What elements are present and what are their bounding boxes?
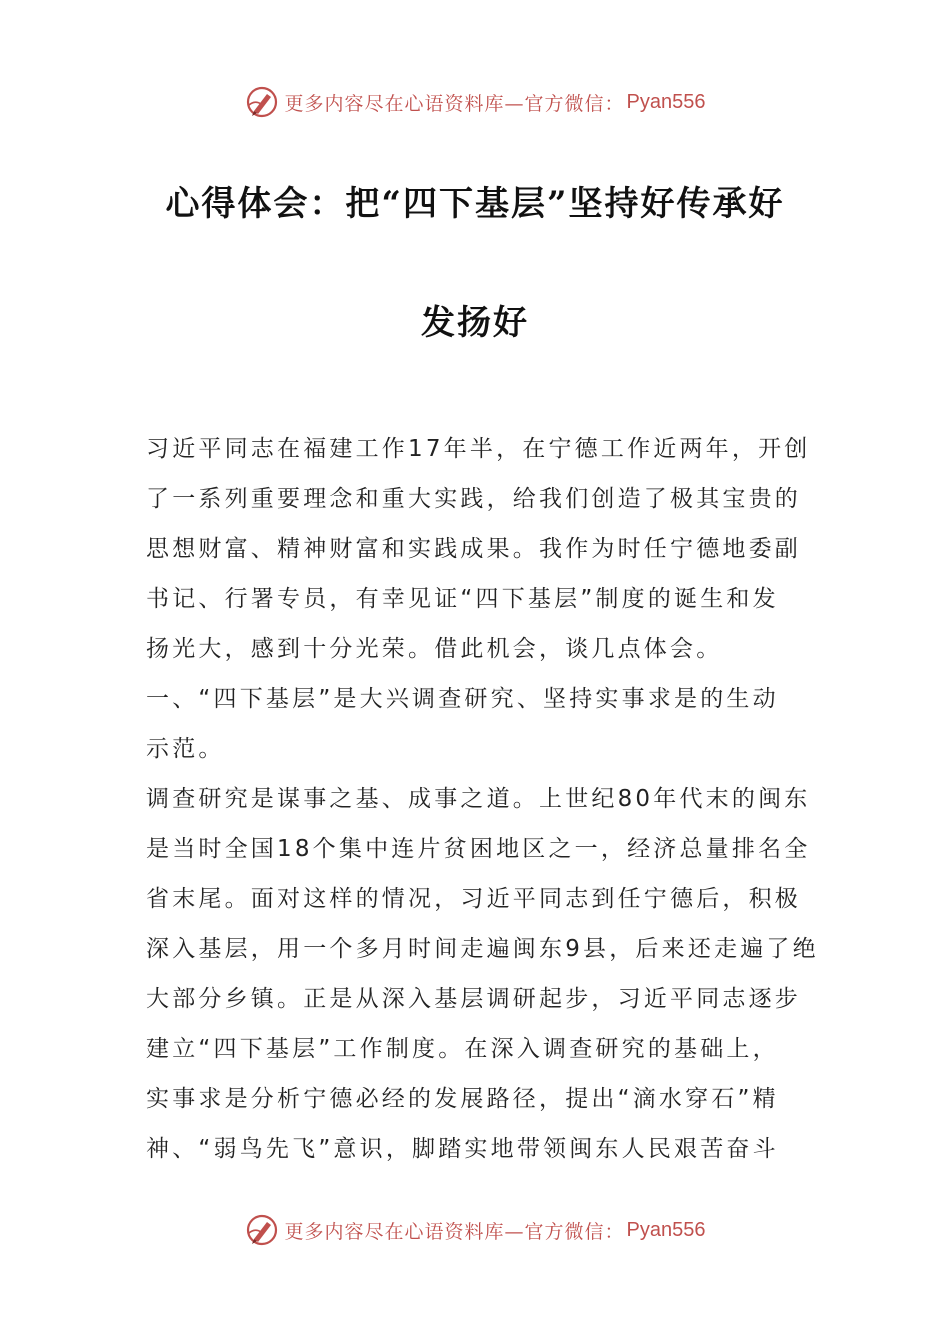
text-line: 深入基层，用一个多月时间走遍闽东9县，后来还走遍了绝: [146, 936, 819, 962]
text-line: 神、“弱鸟先飞”意识，脚踏实地带领闽东人民艰苦奋斗: [146, 1136, 779, 1162]
watermark-text: 更多内容尽在心语资料库—官方微信：: [284, 1220, 625, 1243]
watermark-handle: Pyan556: [626, 1218, 706, 1241]
watermark-text: 更多内容尽在心语资料库—官方微信：: [284, 92, 625, 115]
page-title-line-1: 心得体会：把“四下基层”坚持好传承好: [165, 184, 785, 224]
section-heading-line: 示范。: [146, 736, 225, 762]
text-line: 调查研究是谋事之基、成事之道。上世纪80年代末的闽东: [146, 786, 811, 812]
footer-watermark: [0, 1210, 950, 1250]
watermark-handle: Pyan556: [626, 90, 706, 113]
text-line: 扬光大，感到十分光荣。借此机会，谈几点体会。: [146, 636, 723, 662]
text-line: 建立“四下基层”工作制度。在深入调查研究的基础上，: [146, 1036, 779, 1062]
text-line: 大部分乡镇。正是从深入基层调研起步，习近平同志逐步: [146, 986, 801, 1012]
text-line: 是当时全国18个集中连片贫困地区之一，经济总量排名全: [146, 836, 811, 862]
page-title-line-2: 发扬好: [421, 303, 529, 343]
text-line: 实事求是分析宁德必经的发展路径，提出“滴水穿石”精: [146, 1086, 779, 1112]
text-line: 了一系列重要理念和重大实践，给我们创造了极其宝贵的: [146, 486, 801, 512]
text-line: 习近平同志在福建工作17年半，在宁德工作近两年，开创: [146, 436, 811, 462]
text-line: 省末尾。面对这样的情况，习近平同志到任宁德后，积极: [146, 886, 801, 912]
text-line: 思想财富、精神财富和实践成果。我作为时任宁德地委副: [146, 536, 801, 562]
pen-logo-icon: [245, 85, 279, 119]
pen-logo-icon: [245, 1213, 279, 1247]
section-heading-line: 一、“四下基层”是大兴调查研究、坚持实事求是的生动: [146, 686, 779, 712]
header-watermark: [0, 82, 950, 122]
body-text: [146, 424, 819, 1174]
text-line: 书记、行署专员，有幸见证“四下基层”制度的诞生和发: [146, 586, 779, 612]
